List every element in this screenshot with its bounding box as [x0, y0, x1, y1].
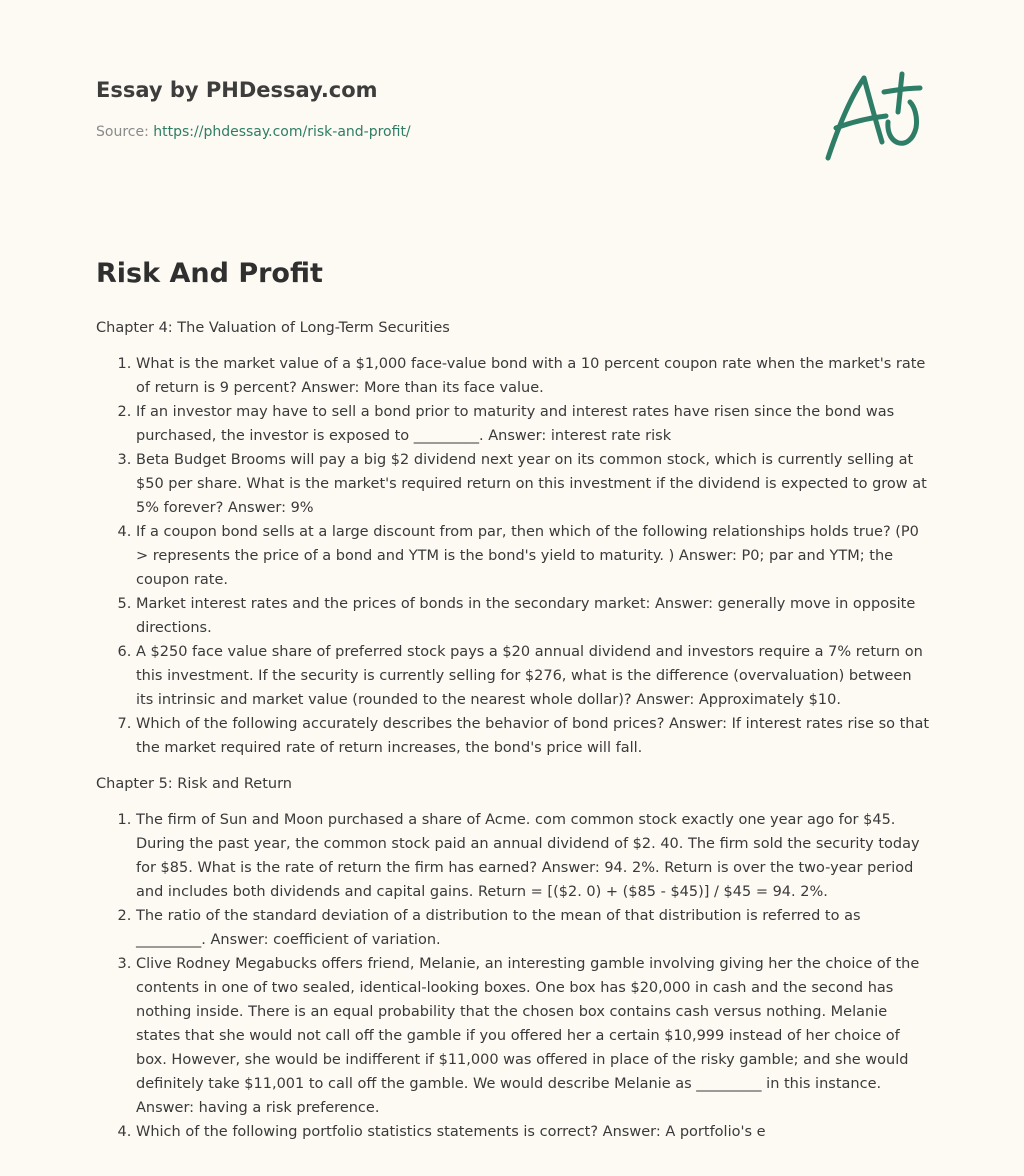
question-list	[96, 352, 932, 760]
list-item: 7. Which of the following accurately describes the behavior of bond prices? Answer: If interest rates rise so that the market required rate of return increases, the bond's price will fall.	[136, 712, 932, 760]
question-list	[96, 808, 932, 1144]
list-item: 3. Beta Budget Brooms will pay a big $2 dividend next year on its common stock, which is currently selling at $50 per share. What is the market's required return on this investment if the dividend is expected to grow at 5% forever? Answer: 9%	[136, 448, 932, 520]
a-plus-logo-icon	[820, 66, 930, 166]
source-label: Source:	[96, 124, 154, 140]
source-link[interactable]: https://phdessay.com/risk-and-profit/	[153, 124, 411, 140]
list-item: 4. Which of the following portfolio statistics statements is correct? Answer: A portfolio's e	[136, 1120, 932, 1144]
source-line	[96, 122, 796, 142]
document-title: Risk And Profit	[96, 258, 323, 289]
chapter-heading: Chapter 4: The Valuation of Long-Term Securities	[96, 320, 450, 336]
page-header	[96, 76, 796, 142]
document-body	[96, 316, 932, 1156]
list-item: 6. A $250 face value share of preferred stock pays a $20 annual dividend and investors require a 7% return on this investment. If the security is currently selling for $276, what is the difference (overvaluation) between its intrinsic and market value (rounded to the nearest whole dollar)? Answer: Approximately $10.	[136, 640, 932, 712]
list-item: 1. What is the market value of a $1,000 face-value bond with a 10 percent coupon rate when the market's rate of return is 9 percent? Answer: More than its face value.	[136, 352, 932, 400]
site-brand: Essay by PHDessay.com	[96, 78, 378, 102]
list-item: 1. The firm of Sun and Moon purchased a share of Acme. com common stock exactly one year ago for $45. During the past year, the common stock paid an annual dividend of $2. 40. The firm sold the security today for $85. What is the rate of return the firm has earned? Answer: 94. 2%. Return is over the two-year period and includes both dividends and capital gains. Return = [($2. 0) + ($85 - $45)] / $45 = 94. 2%.	[136, 808, 932, 904]
list-item: 4. If a coupon bond sells at a large discount from par, then which of the following relationships holds true? (P0 > represents the price of a bond and YTM is the bond's yield to maturity. ) Answer: P0; par and YTM; the coupon rate.	[136, 520, 932, 592]
chapter-heading: Chapter 5: Risk and Return	[96, 776, 292, 792]
list-item: 3. Clive Rodney Megabucks offers friend, Melanie, an interesting gamble involving giving her the choice of the contents in one of two sealed, identical-looking boxes. One box has $20,000 in cash and the second has nothing inside. There is an equal probability that the chosen box contains cash versus nothing. Melanie states that she would not call off the gamble if you offered her a certain $10,999 instead of her choice of box. However, she would be indifferent if $11,000 was offered in place of the risky gamble; and she would definitely take $11,001 to call off the gamble. We would describe Melanie as _________ in this instance. Answer: having a risk preference.	[136, 952, 932, 1120]
list-item: 5. Market interest rates and the prices of bonds in the secondary market: Answer: generally move in opposite directions.	[136, 592, 932, 640]
list-item: 2. The ratio of the standard deviation of a distribution to the mean of that distribution is referred to as _________. Answer: coefficient of variation.	[136, 904, 932, 952]
list-item: 2. If an investor may have to sell a bond prior to maturity and interest rates have risen since the bond was purchased, the investor is exposed to _________. Answer: interest rate risk	[136, 400, 932, 448]
